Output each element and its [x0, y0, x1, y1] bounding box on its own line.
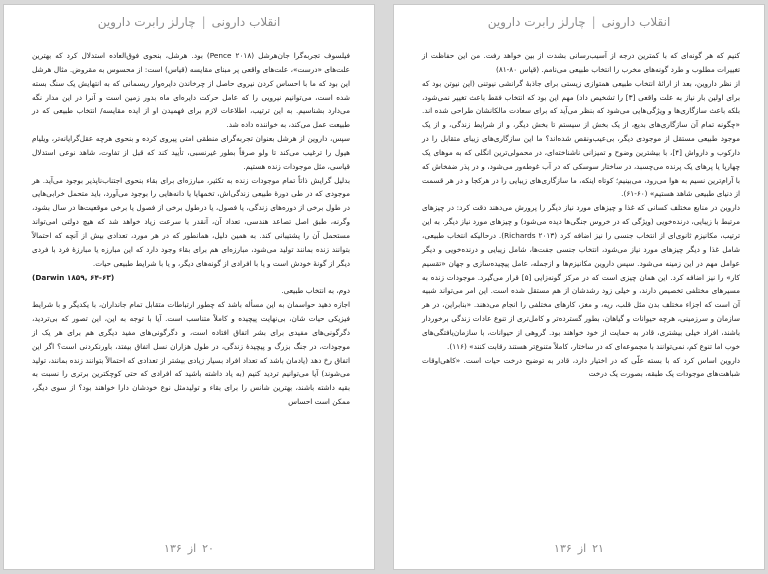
page-body: [32, 49, 350, 409]
current-page: ۲۰: [202, 542, 214, 555]
page-of: از: [187, 542, 197, 555]
paragraph: بدلیل گرایش ذاتاً تمام موجودات زنده به تکثیر، مبارزه‌ای برای بقاء بنحوی اجتناب‌ناپذیر بوجود می‌آید. هر موجودی که در طی دورهٔ طبیعی زندگی‌اش، تخمهایا یا دانه‌هایی را بوجود می‌آورد، باید متحمل خرابی‌هایی در طول برخی از دوره‌های زندگی، یا فصول، یا درطول برخی از فصول یا برخی موقعیت‌ها در سال بشود، وگرنه، طبق اصل تصاعد هندسی، تعداد آن، آنقدر با سرعت زیاد خواهد شد که هیچ دولتی امی‌تواند مستحمل آن را پشتیبانی کند. به همین دلیل، همانطور که در هر مورد، تعدادی بیش از آنچه که احتمالاً بتوانند زنده بمانند تولید می‌شود، مبارزه‌ای هم برای بقاء وجود دارد که این مبارزه یا مبارزهٔ فرد با فردی دیگر از گونهٔ خودش است و یا با افرادی از گونه‌های دیگر، و یا با شرایط طبیعی حیات.: [32, 175, 350, 268]
page-number: [4, 542, 374, 555]
paragraph: فیلسوف تجربه‌گرا جان‌هرشل (Pence ۲۰۱۸) بود. هرشل، بنحوی فوق‌العاده استدلال کرد که بهترین علت‌های «درست»، علت‌های واقعی پر مبنای مقایسه (قیاس) است: از محسوس به مقروض. مثال هرشل این بود که ما با احساس کردن نیروی حاصل از چرخاندن دایره‌وار ریسمانی که به انتهایش یک سنگ بسته شده است، می‌توانیم نیرویی را که عامل حرکت دایره‌ای ماه بدور زمین است و آنرا در این مدار نگه می‌دارد بشناسیم. به این ترتیب، اطلاعات لازم برای فهمیدن او از ایده مقایسه/ انتخاب طبیعی که در طبیعت عمل می‌کند، به خواننده داده شد.: [32, 51, 350, 130]
left-page: [3, 4, 375, 570]
citation: (Darwin ۱۸۵۹, ۶۴-۶۳): [32, 272, 115, 282]
running-header: [394, 15, 764, 29]
book-author: چارلز رابرت داروین: [97, 15, 196, 29]
paragraph: دوم، به انتخاب طبیعی.: [281, 286, 350, 296]
paragraph: سپس، داروین از هرشل بعنوان تجربه‌گرای منطقی امتی پیروی کرده و بنحوی هرچه عقل‌گرایانه‌تر، ویلیام هیول را ترغیب می‌کند تا ولو صرفاً بطور غیرنسبی، تأیید کند که قبل از تفاوت، شاهد نوعی استدلال قیاسی، مثل موجودات زنده هستیم.: [32, 134, 350, 171]
running-header: [4, 15, 374, 29]
page-number: [394, 542, 764, 555]
page-body: [422, 49, 740, 381]
total-pages: ۱۳۶: [164, 542, 182, 555]
right-page: [393, 4, 765, 570]
book-author: چارلز رابرت داروین: [487, 15, 586, 29]
page-of: از: [577, 542, 587, 555]
paragraph: اجازه دهید حواسمان به این مسأله باشد که چطور ارتباطات متقابل تمام جانداران، با یکدیگر و با شرایط فیزیکی حیات شان، بی‌نهایت پیچیده و کاملاً متناسب است. آیا با توجه به این، این تصور که بی‌تردید، دگرگونی‌های مفیدی برای بشر اتفاق افتاده است، و دگرگونی‌های مفید دیگری هم برای هر یک از موجودات، در جنگ بزرگ و پیچیدهٔ زندگی، در طول هزاران نسل اتفاق بیفتد، باورنکردنی است؟ اگر این اتفاق رخ دهد (یادمان باشد که تعداد افراد بسیار زیادی بیشتر از تعدادی که احتمالاً بتوانند زنده بمانند، تولید می‌شوند) آیا می‌توانیم تردید کنیم (به یاد داشته باشید که افرادی که حتی کوچکترین برتری را نسبت به بقیه داشته باشند، بهترین شانس را برای بقاء و تولیدمثل نوع خودشان دارا خواهند بود؟ از سوی دیگر، ممکن است احساس: [32, 300, 350, 407]
current-page: ۲۱: [592, 542, 604, 555]
book-title: انقلاب دارونی: [601, 15, 671, 29]
paragraph: کنیم که هر گونه‌ای که با کمترین درجه از آسیب‌رسانی بشدت از بین خواهد رفت. من این حفاظت از تغییرات مطلوب و طرد گونه‌های مخرب را انتخاب طبیعی می‌نامم. (قیاس ۸۰-۸۱): [422, 51, 740, 74]
book-title: انقلاب دارونی: [211, 15, 281, 29]
paragraph: داروین در منابع مختلف کسانی که غذا و چیزهای مورد نیاز دیگر را پرورش می‌دهند دقت کرد: در چیزهای مرتبط با زیبایی، درنده‌خویی (ویژگی که در خروس جنگی‌ها دیده می‌شود) و چیزهای مورد نیاز دیگر. به این ترتیب، مکانیزم ثانوی‌ای از انتخاب جنسی را نیز اضافه کرد (Richards ۲۰۱۳). درحالیکه انتخاب طبیعی، شامل غذا و دیگر چیزهای مورد نیاز می‌شود، انتخاب جنسی جفت‌ها، شامل زیبایی و درنده‌خویی و دیگر عوامل مهم در این زمینه می‌شود. سپس داروین مکانیزم‌ها و ازجمله، عامل پیچیده‌سازی و جهان «تقسیم کار» را نیز اضافه کرد. این همان چیزی است که در مرکز گونه‌زایی [۵] قرار می‌گیرد. موجودات زنده به مسیرهای مختلفی تخصیص دارند، و خیلی زود رشدشان از هم مستقل شده است. این امر می‌تواند شبیه آن است که اجزاء مختلف بدن مثل قلب، ریه، و مغز، کارهای مختلفی را انجام می‌دهند. «بنابراین، در هر سازمان و سرزمینی، هرچه حیوانات و گیاهان، بطور گسترده‌تر و کامل‌تری از تنوع عادات زندگی برخوردار باشند، افراد خیلی بیشتری، قادر به حمایت از خود خواهند بود. گروهی از حیوانات، با سازمان‌یافتگی‌های خوب اما تنوع کم، نمی‌توانند با مجموعه‌ای که در ساختار، کاملاً متنوع‌تر هستند رقابت کنند» (۱۱۶).: [422, 203, 740, 351]
total-pages: ۱۳۶: [554, 542, 572, 555]
header-separator: |: [591, 15, 596, 29]
header-separator: |: [201, 15, 206, 29]
paragraph: از نظر داروین، بعد از ارائهٔ انتخاب طبیعی همتوازی زیستی برای جاذبهٔ گرانشی نیوتنی (این نیوتن بود که برای اولین بار نیاز به علت واقعی [۳] را تشخیص داد) مهم این بود که انتخاب فقط باعث تغییر نمی‌شود، بلکه باعث سازگاری‌ها و ویژگی‌هایی می‌شود که بنظر می‌آید که برای سعادت مالکانشان طراحی شده اند. «چگونه تمام آن سازگاری‌های بدیع، از یک بخش از سیستم تا بخش دیگر، و از شرایط زندگی، و از یک موجود طبیعی مستقل از موجودی دیگر، بی‌عیب‌ونقص شده‌اند؟ ما این سازگاری‌های زیبای متقابل را در دارکوب و دارواش [۴]، با بیشترین وضوح و تمیزانی ناشناخته‌ای، در محمولی‌ترین انگلی که به موهای یک چهارپا یا پرهای یک پرنده می‌چسبد، در ساختار سوسکی که در آب غوطه‌ور می‌شود، و در پذر ضفخاش که با آرام‌ترین نسیم به هوا می‌رود، می‌بینیم؛ کوتاه اینکه، ما سازگاری‌های زیبایی را در هرکجا و در هر قسمت از دنیای طبیعی شاهد هستیم» (۶۰-۶۱).: [422, 78, 741, 199]
paragraph: داروین اساس کرد که با بسته علّی که در اختیار دارد، قادر به توضیح درخت حیات است. «کاهی‌اوقات شباهت‌های موجودات یک طبقه، بصورت یک درخت: [422, 355, 740, 379]
